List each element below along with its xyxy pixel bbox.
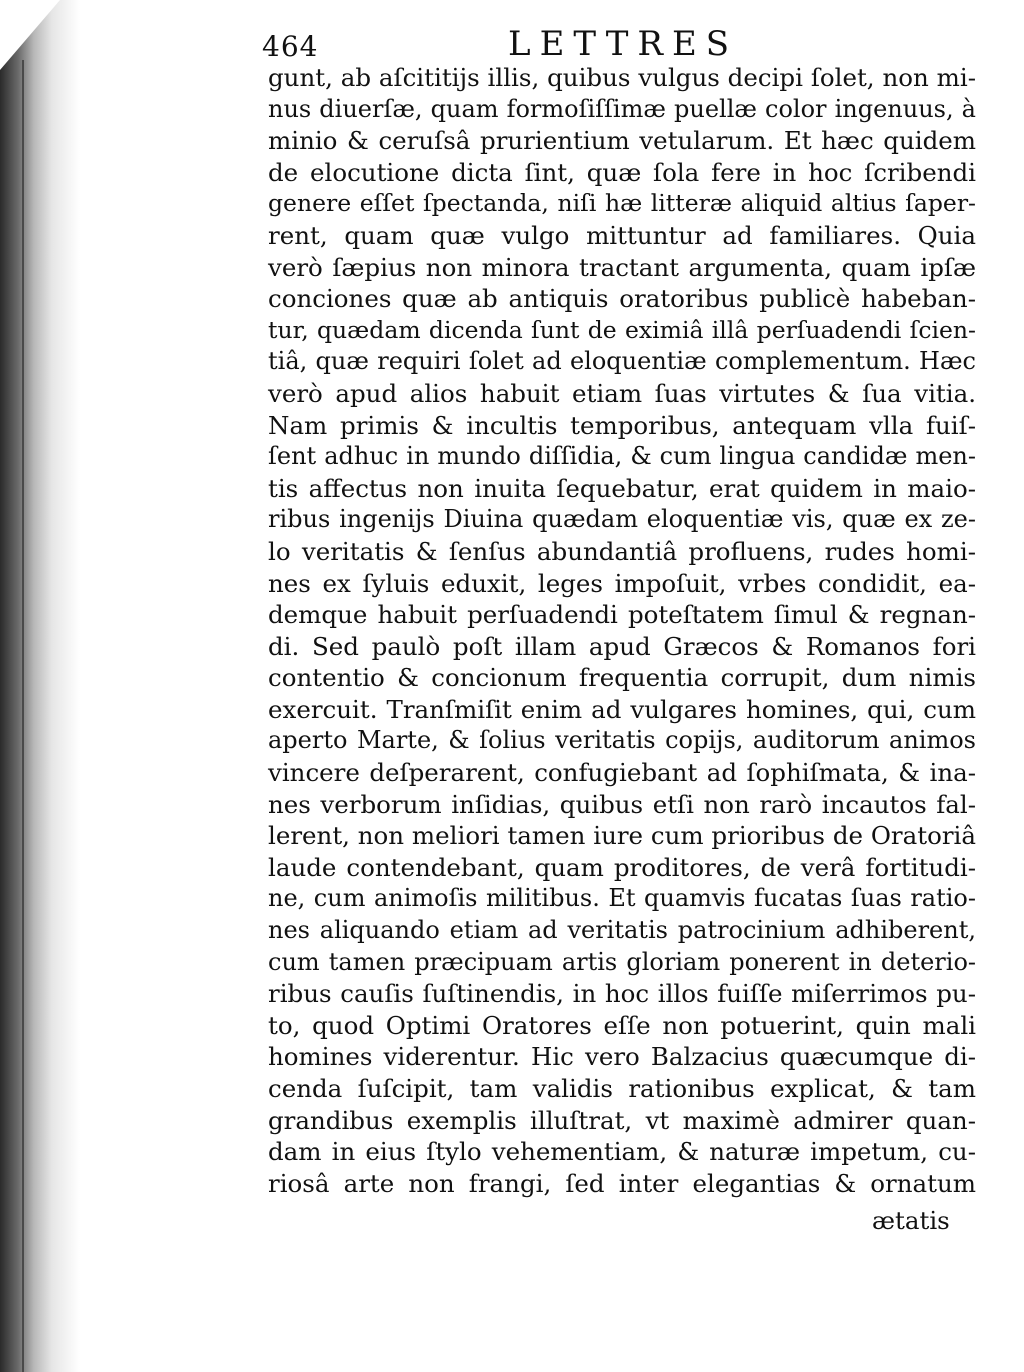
text-line: genere eſſet ſpectanda, niſi hæ litteræ aliquid altius ſaper-: [268, 189, 976, 218]
text-line: homines viderentur. Hic vero Balzacius quæcumque di-: [268, 1042, 976, 1072]
text-line: tis affectus non inuita ſequebatur, erat quidem in maio-: [268, 473, 976, 503]
text-line: verò ſæpius non minora tractant argumenta, quam ipſæ: [268, 252, 976, 282]
text-line: riosâ arte non frangi, ſed inter elegantias & ornatum: [268, 1168, 976, 1198]
text-line: grandibus exemplis illuſtrat, vt maximè admirer quan-: [268, 1105, 976, 1135]
text-line: ribus ingenijs Diuina quædam eloquentiæ vis, quæ ex ze-: [268, 505, 976, 534]
body-text: [268, 62, 976, 1199]
text-line: tiâ, quæ requiri ſolet ad eloquentiæ complementum. Hæc: [268, 347, 976, 376]
text-line: nes aliquando etiam ad veritatis patrocinium adhiberent,: [268, 916, 976, 945]
text-line: ribus cauſis ſuſtinendis, in hoc illos fuiſſe miſerrimos pu-: [268, 979, 976, 1009]
page-edge: [22, 60, 24, 1372]
text-line: demque habuit perſuadendi poteſtatem ſimul & regnan-: [268, 600, 976, 630]
page-corner: [0, 0, 60, 70]
text-line: Nam primis & incultis temporibus, antequam vlla fuiſ-: [268, 410, 976, 440]
text-line: lerent, non meliori tamen iure cum prioribus de Oratoriâ: [268, 821, 976, 851]
text-line: aperto Marte, & ſolius veritatis copijs, auditorum animos: [268, 726, 976, 755]
text-line: nes ex ſyluis eduxit, leges impoſuit, vrbes condidit, ea-: [268, 568, 976, 598]
text-line: rent, quam quæ vulgo mittuntur ad familiares. Quia: [268, 220, 976, 250]
text-line: minio & ceruſsâ prurientium vetularum. Et hæc quidem: [268, 126, 976, 156]
text-line: contentio & concionum frequentia corrupit, dum nimis: [268, 663, 976, 693]
text-line: vincere deſperarent, confugiebant ad ſophiſmata, & ina-: [268, 758, 976, 788]
text-line: lo veritatis & ſenſus abundantiâ profluens, rudes homi-: [268, 536, 976, 566]
text-line: dam in eius ſtylo vehementiam, & naturæ impetum, cu-: [268, 1137, 976, 1167]
text-line: laude contendebant, quam proditores, de verâ fortitudi-: [268, 852, 976, 882]
text-line: nes verborum inſidias, quibus etſi non rarò incautos fal-: [268, 789, 976, 819]
text-line: verò apud alios habuit etiam ſuas virtutes & ſua vitia.: [268, 378, 976, 408]
text-line: ne, cum animoſis militibus. Et quamvis fucatas ſuas ratio-: [268, 884, 976, 913]
text-line: ſent adhuc in mundo diſſidia, & cum lingua candidæ men-: [268, 442, 976, 471]
text-line: cenda ſuſcipit, tam validis rationibus explicat, & tam: [268, 1074, 976, 1103]
text-line: tur, quædam dicenda ſunt de eximiâ illâ perſuadendi ſcien-: [268, 315, 976, 344]
catchword: ætatis: [872, 1206, 950, 1235]
text-line: de elocutione dicta ſint, quæ ſola fere in hoc ſcribendi: [268, 157, 976, 187]
text-line: nus diuerſæ, quam formoſiſſimæ puellæ color ingenuus, à: [268, 94, 976, 123]
text-line: to, quod Optimi Oratores eſſe non potuerint, quin mali: [268, 1010, 976, 1040]
page-gutter-shadow: [0, 0, 90, 1372]
text-line: di. Sed paulò poſt illam apud Græcos & Romanos fori: [268, 631, 976, 661]
header-title: LETTRES: [508, 24, 739, 64]
running-head: [262, 22, 962, 62]
text-line: cum tamen præcipuam artis gloriam ponerent in deterio-: [268, 947, 976, 976]
text-line: gunt, ab aſcititijs illis, quibus vulgus decipi ſolet, non mi-: [268, 63, 976, 92]
page-number: 464: [262, 30, 319, 63]
text-line: exercuit. Tranſmiſit enim ad vulgares homines, qui, cum: [268, 694, 976, 724]
text-line: conciones quæ ab antiquis oratoribus publicè habeban-: [268, 284, 976, 314]
